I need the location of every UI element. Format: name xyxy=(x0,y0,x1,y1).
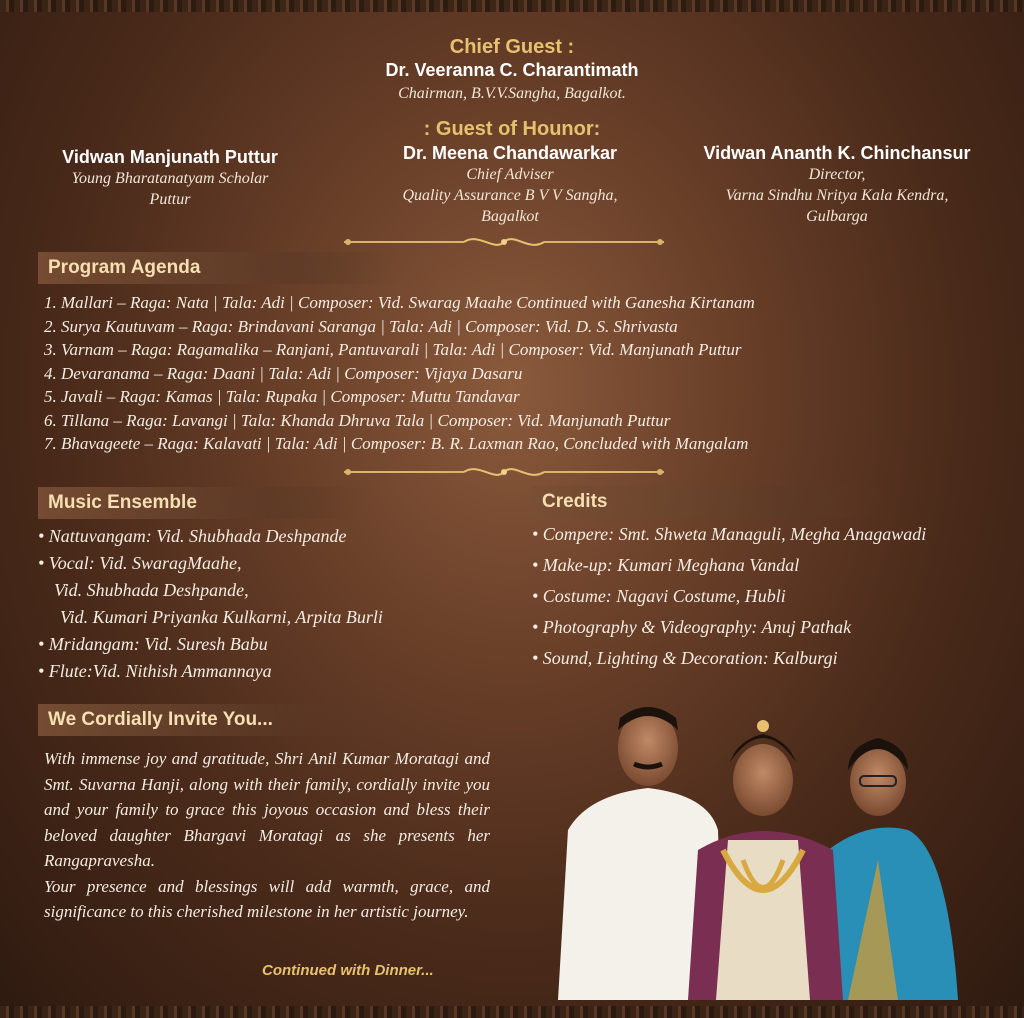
program-agenda-heading: Program Agenda xyxy=(38,252,398,284)
agenda-item: 3. Varnam – Raga: Ragamalika – Ranjani, Pantuvarali | Tala: Adi | Composer: Vid. Manjunath Puttur xyxy=(44,340,742,359)
family-photo xyxy=(548,700,978,1000)
ornamental-divider-middle xyxy=(344,464,664,478)
invitation-paragraph: Your presence and blessings will add warmth, grace, and significance to this cherished milestone in her artistic journey. xyxy=(44,876,490,921)
guest-right-line1: Director, xyxy=(808,166,866,183)
guest-center-name: Dr. Meena Chandawarkar xyxy=(402,143,618,163)
guest-right-line2: Varna Sindhu Nritya Kala Kendra, xyxy=(725,187,949,204)
ensemble-line: Vid. Shubhada Deshpande, xyxy=(54,580,249,600)
decorative-border-bottom xyxy=(0,1006,1024,1018)
invitation-paragraph: With immense joy and gratitude, Shri Anil Kumar Moratagi and Smt. Suvarna Hanji, along with their family, cordially invite you and your family to grace this joyous occasion and bless their beloved daughter Bhargavi Moratagi as she presents her Rangapravesha. xyxy=(44,749,490,870)
music-ensemble-list xyxy=(38,523,508,685)
credits-list xyxy=(532,519,1022,674)
guest-center-line3: Bagalkot xyxy=(481,208,539,225)
guest-right-line3: Gulbarga xyxy=(806,208,868,225)
chief-guest-name: Dr. Veeranna C. Charantimath xyxy=(385,60,639,80)
guest-center xyxy=(345,143,675,227)
agenda-item: 1. Mallari – Raga: Nata | Tala: Adi | Composer: Vid. Swarag Maahe Continued with Ganesha Kirtanam xyxy=(44,293,755,312)
ensemble-line: Vid. Kumari Priyanka Kulkarni, Arpita Burli xyxy=(60,607,383,627)
dinner-note: Continued with Dinner... xyxy=(262,962,434,979)
credit-line: • Sound, Lighting & Decoration: Kalburgi xyxy=(532,648,838,668)
ornamental-divider-top xyxy=(344,234,664,248)
guest-center-line1: Chief Adviser xyxy=(466,166,554,183)
guest-of-honour-heading: : Guest of Hounor: xyxy=(423,118,601,140)
ensemble-line: • Flute:Vid. Nithish Ammannaya xyxy=(38,661,272,681)
invitation-text xyxy=(44,746,490,925)
guest-center-line2: Quality Assurance B V V Sangha, xyxy=(402,187,618,204)
credit-line: • Compere: Smt. Shweta Managuli, Megha Anagawadi xyxy=(532,524,927,544)
ensemble-line: • Nattuvangam: Vid. Shubhada Deshpande xyxy=(38,526,347,546)
agenda-item: 2. Surya Kautuvam – Raga: Brindavani Saranga | Tala: Adi | Composer: Vid. D. S. Shrivasta xyxy=(44,316,678,336)
guest-left xyxy=(5,147,335,210)
guest-left-name: Vidwan Manjunath Puttur xyxy=(62,147,278,167)
chief-guest-title: Chairman, B.V.V.Sangha, Bagalkot. xyxy=(398,85,626,102)
agenda-item: 7. Bhavageete – Raga: Kalavati | Tala: Adi | Composer: B. R. Laxman Rao, Concluded with Mangalam xyxy=(44,434,749,453)
music-ensemble-heading: Music Ensemble xyxy=(38,487,368,519)
agenda-item: 4. Devaranama – Raga: Daani | Tala: Adi | Composer: Vijaya Dasaru xyxy=(44,363,523,383)
agenda-item: 5. Javali – Raga: Kamas | Tala: Rupaka | Composer: Muttu Tandavar xyxy=(44,387,520,406)
invitation-heading: We Cordially Invite You... xyxy=(38,704,378,736)
guest-right-name: Vidwan Ananth K. Chinchansur xyxy=(703,143,971,163)
credit-line: • Make-up: Kumari Meghana Vandal xyxy=(532,555,800,575)
guest-right xyxy=(672,143,1002,227)
agenda-item: 6. Tillana – Raga: Lavangi | Tala: Khanda Dhruva Tala | Composer: Vid. Manjunath Puttur xyxy=(44,410,671,430)
program-agenda-list xyxy=(44,291,1004,456)
decorative-border-top xyxy=(0,0,1024,12)
chief-guest-heading: Chief Guest : xyxy=(449,36,575,58)
guest-left-line2: Puttur xyxy=(149,191,191,208)
credit-line: • Photography & Videography: Anuj Pathak xyxy=(532,617,852,637)
ensemble-line: • Vocal: Vid. SwaragMaahe, xyxy=(38,553,242,573)
guest-left-line1: Young Bharatanatyam Scholar xyxy=(71,170,269,187)
credits-heading: Credits xyxy=(532,486,892,518)
credit-line: • Costume: Nagavi Costume, Hubli xyxy=(532,586,786,606)
ensemble-line: • Mridangam: Vid. Suresh Babu xyxy=(38,634,268,654)
